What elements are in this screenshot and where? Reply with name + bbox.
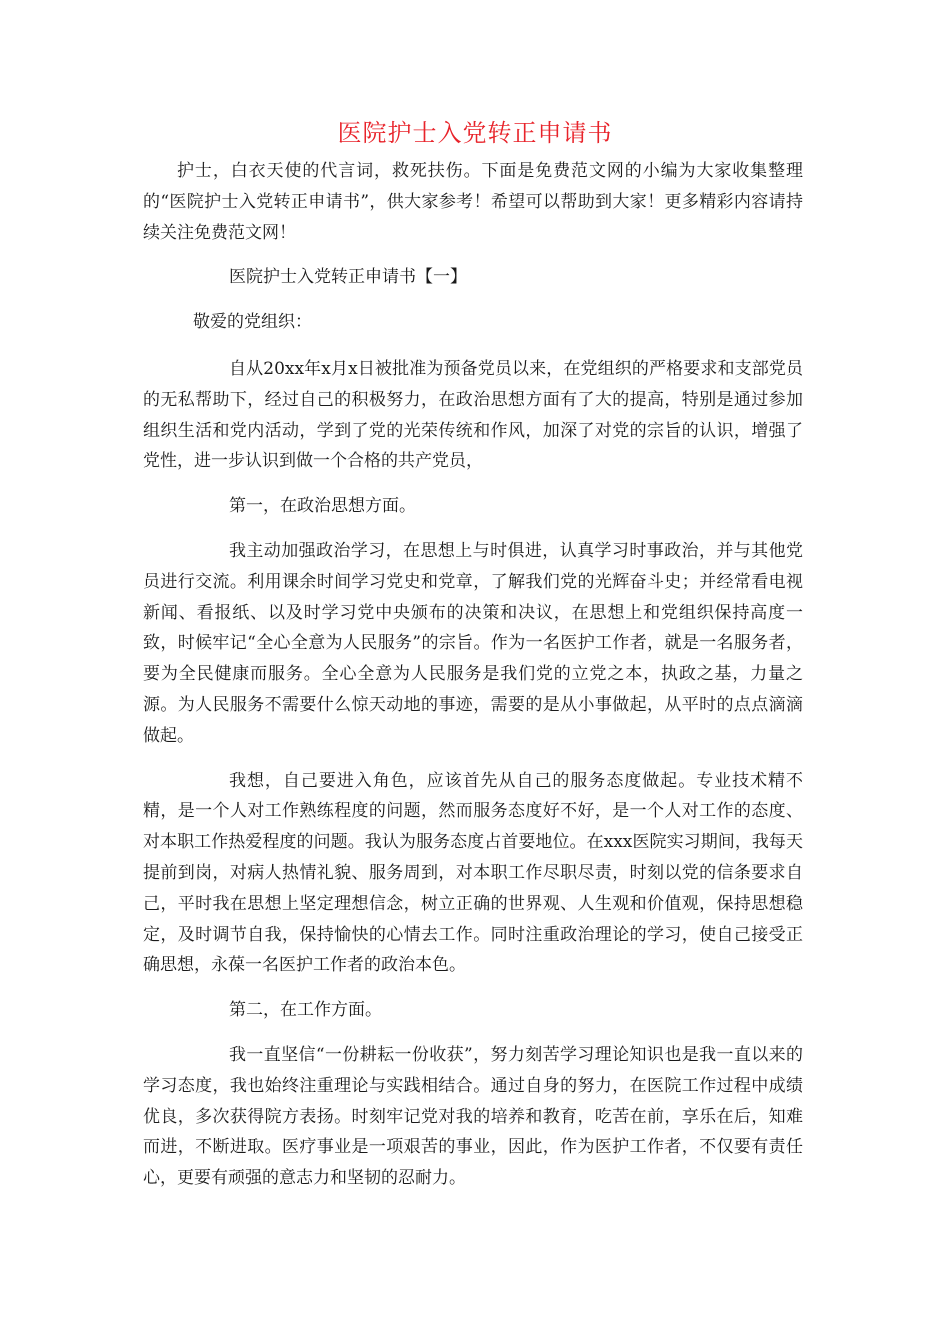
document-title: 医院护士入党转正申请书 [337, 119, 613, 147]
document-body [143, 156, 803, 1208]
body-paragraph: 我主动加强政治学习，在思想上与时俱进，认真学习时事政治，并与其他党员进行交流。利用课余时间学习党史和党章，了解我们党的光辉奋斗史；并经常看电视新闻、看报纸、以及时学习党中央颁布的决策和决议，在思想上和党组织保持高度一致，时候牢记“全心全意为人民服务”的宗旨。作为一名医护工作者，就是一名服务者，要为全民健康而服务。全心全意为人民服务是我们党的立党之本，执政之基，力量之源。为人民服务不需要什么惊天动地的事迹，需要的是从小事做起，从平时的点点滴滴做起。 [143, 540, 803, 746]
intro-paragraph: 护士，白衣天使的代言词，救死扶伤。下面是免费范文网的小编为大家收集整理的“医院护士入党转正申请书”，供大家参考！希望可以帮助到大家！更多精彩内容请持续关注免费范文网！ [143, 161, 803, 243]
section-heading-work: 第二，在工作方面。 [229, 1000, 382, 1021]
section-title: 医院护士入党转正申请书【一】 [229, 267, 467, 288]
body-paragraph: 我想，自己要进入角色，应该首先从自己的服务态度做起。专业技术精不精，是一个人对工作熟练程度的问题，然而服务态度好不好，是一个人对工作的态度、对本职工作热爱程度的问题。我认为服务态度占首要地位。在xxx医院实习期间，我每天提前到岗，对病人热情礼貌、服务周到，对本职工作尽职尽责，时刻以党的信条要求自己，平时我在思想上坚定理想信念，树立正确的世界观、人生观和价值观，保持思想稳定，及时调节自我，保持愉快的心情去工作。同时注重政治理论的学习，使自己接受正确思想，永葆一名医护工作者的政治本色。 [143, 770, 803, 976]
body-paragraph: 自从20xx年x月x日被批准为预备党员以来，在党组织的严格要求和支部党员的无私帮助下，经过自己的积极努力，在政治思想方面有了大的提高，特别是通过参加组织生活和党内活动，学到了党的光荣传统和作风，加深了对党的宗旨的认识，增强了党性，进一步认识到做一个合格的共产党员， [143, 358, 803, 472]
body-paragraph: 我一直坚信“一份耕耘一份收获”，努力刻苦学习理论知识也是我一直以来的学习态度，我也始终注重理论与实践相结合。通过自身的努力，在医院工作过程中成绩优良，多次获得院方表扬。时刻牢记党对我的培养和教育，吃苦在前，享乐在后，知难而进，不断进取。医疗事业是一项艰苦的事业，因此，作为医护工作者，不仅要有责任心，更要有顽强的意志力和坚韧的忍耐力。 [143, 1044, 803, 1189]
greeting: 敬爱的党组织： [193, 312, 312, 333]
section-heading-politics: 第一，在政治思想方面。 [229, 496, 416, 517]
